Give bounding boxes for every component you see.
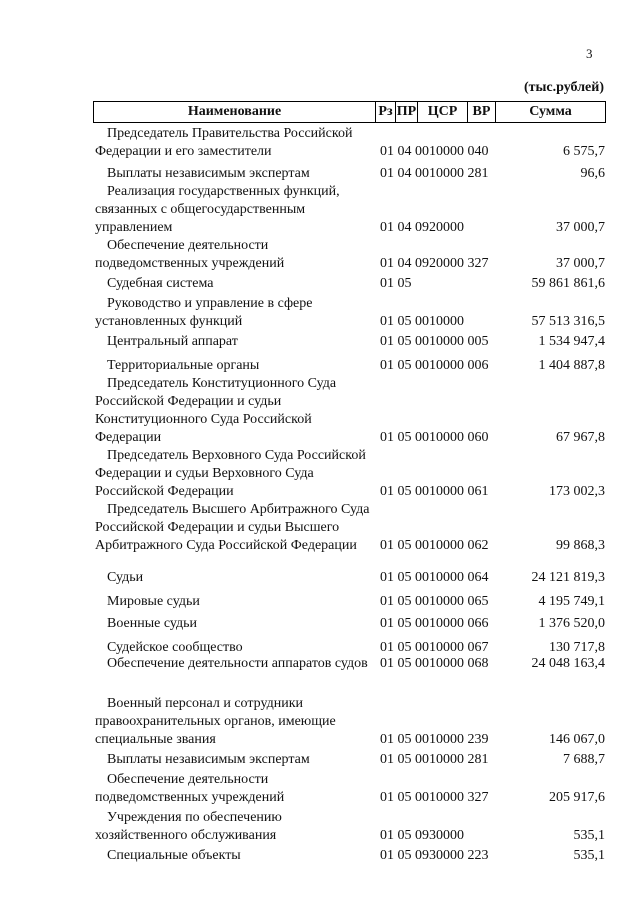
- row-codes: 01 05 0010000: [380, 314, 464, 329]
- row-sum: 4 195 749,1: [538, 594, 605, 609]
- row-name: Военный персонал и сотрудники правоохранительных органов, имеющие специальные звания: [95, 696, 336, 747]
- row-name: Председатель Верховного Суда Российской Федерации и судьи Верховного Суда Российской Федерации: [95, 448, 366, 499]
- row-codes: 01 04 0010000 040: [380, 144, 489, 159]
- row-sum: 24 121 819,3: [531, 570, 605, 585]
- row-name: Обеспечение деятельности подведомственных учреждений: [95, 772, 285, 805]
- row-name: Обеспечение деятельности подведомственных учреждений: [95, 238, 285, 271]
- row-name: Председатель Высшего Арбитражного Суда Российской Федерации и судьи Высшего Арбитражного Суда Российской Федерации: [95, 502, 370, 553]
- header-pr: ПР: [396, 102, 418, 122]
- table-row: [95, 695, 615, 749]
- row-codes: 01 04 0920000: [380, 220, 464, 235]
- row-sum: 6 575,7: [563, 144, 605, 159]
- row-sum: 535,1: [573, 828, 605, 843]
- row-name: Учреждения по обеспечению хозяйственного обслуживания: [95, 810, 282, 843]
- row-name: Председатель Правительства Российской Федерации и его заместители: [95, 126, 353, 159]
- table-row: [95, 593, 615, 611]
- table-row: [95, 615, 615, 633]
- row-codes: 01 04 0010000 281: [380, 166, 489, 181]
- row-sum: 67 967,8: [556, 430, 605, 445]
- row-name: Судьи: [107, 570, 144, 585]
- row-codes: 01 05 0010000 066: [380, 616, 489, 631]
- table-row: [95, 357, 615, 375]
- row-sum: 535,1: [573, 848, 605, 863]
- row-codes: 01 05 0010000 065: [380, 594, 489, 609]
- row-sum: 59 861 861,6: [531, 276, 605, 291]
- table-row: [95, 447, 615, 501]
- units-label: (тыс.рублей): [523, 80, 604, 95]
- row-name: Выплаты независимым экспертам: [107, 166, 310, 181]
- row-name: Обеспечение деятельности аппаратов судов: [107, 656, 368, 671]
- table-row: [95, 569, 615, 587]
- row-sum: 57 513 316,5: [531, 314, 605, 329]
- row-name: Военные судьи: [107, 616, 197, 631]
- table-row: [95, 847, 615, 865]
- row-sum: 7 688,7: [563, 752, 605, 767]
- row-codes: 01 04 0920000 327: [380, 256, 489, 271]
- row-name: Территориальные органы: [107, 358, 260, 373]
- row-name: Мировые судьи: [107, 594, 200, 609]
- row-name: Центральный аппарат: [107, 334, 238, 349]
- row-sum: 24 048 163,4: [531, 656, 605, 671]
- header-name: Наименование: [94, 102, 376, 122]
- row-name: Реализация государственных функций, связанных с общегосударственным управлением: [95, 184, 340, 235]
- header-csr: ЦСР: [418, 102, 468, 122]
- row-codes: 01 05 0010000 327: [380, 790, 489, 805]
- table-row: [95, 275, 615, 293]
- header-vr: ВР: [468, 102, 496, 122]
- table-row: [95, 375, 615, 447]
- row-sum: 130 717,8: [549, 640, 605, 655]
- row-codes: 01 05 0930000: [380, 828, 464, 843]
- row-codes: 01 05 0010000 239: [380, 732, 489, 747]
- table-header: [93, 101, 606, 123]
- table-row: [95, 809, 615, 845]
- row-name: Судейское сообщество: [107, 640, 243, 655]
- header-rz: Рз: [376, 102, 396, 122]
- row-sum: 1 404 887,8: [538, 358, 605, 373]
- row-sum: 146 067,0: [549, 732, 605, 747]
- table-row: [95, 751, 615, 769]
- row-codes: 01 05 0930000 223: [380, 848, 489, 863]
- row-sum: 37 000,7: [556, 220, 605, 235]
- row-sum: 37 000,7: [556, 256, 605, 271]
- row-sum: 173 002,3: [549, 484, 605, 499]
- row-sum: 99 868,3: [556, 538, 605, 553]
- row-codes: 01 05: [380, 276, 412, 291]
- row-codes: 01 05 0010000 060: [380, 430, 489, 445]
- row-codes: 01 05 0010000 006: [380, 358, 489, 373]
- row-name: Судебная система: [107, 276, 214, 291]
- row-name: Председатель Конституционного Суда Российской Федерации и судьи Конституционного Суда Российской Федерации: [95, 376, 337, 445]
- table-row: [95, 333, 615, 351]
- table-row: [95, 125, 615, 161]
- row-name: Специальные объекты: [107, 848, 241, 863]
- row-sum: 96,6: [580, 166, 605, 181]
- row-codes: 01 05 0010000 064: [380, 570, 489, 585]
- row-codes: 01 05 0010000 005: [380, 334, 489, 349]
- header-sum: Сумма: [529, 104, 572, 119]
- page-number: 3: [586, 46, 593, 61]
- table-row: [95, 771, 615, 807]
- table-row: [95, 165, 615, 183]
- row-codes: 01 05 0010000 067: [380, 640, 489, 655]
- row-codes: 01 05 0010000 061: [380, 484, 489, 499]
- row-sum: 1 534 947,4: [538, 334, 605, 349]
- row-sum: 205 917,6: [549, 790, 605, 805]
- row-name: Руководство и управление в сфере установленных функций: [95, 296, 313, 329]
- table-row: [95, 237, 615, 273]
- row-codes: 01 05 0010000 062: [380, 538, 489, 553]
- row-codes: 01 05 0010000 068: [380, 656, 489, 671]
- table-row: [95, 501, 615, 555]
- row-codes: 01 05 0010000 281: [380, 752, 489, 767]
- table-row: [95, 183, 615, 237]
- table-row: [95, 295, 615, 331]
- table-row: [95, 655, 615, 673]
- row-name: Выплаты независимым экспертам: [107, 752, 310, 767]
- row-sum: 1 376 520,0: [538, 616, 605, 631]
